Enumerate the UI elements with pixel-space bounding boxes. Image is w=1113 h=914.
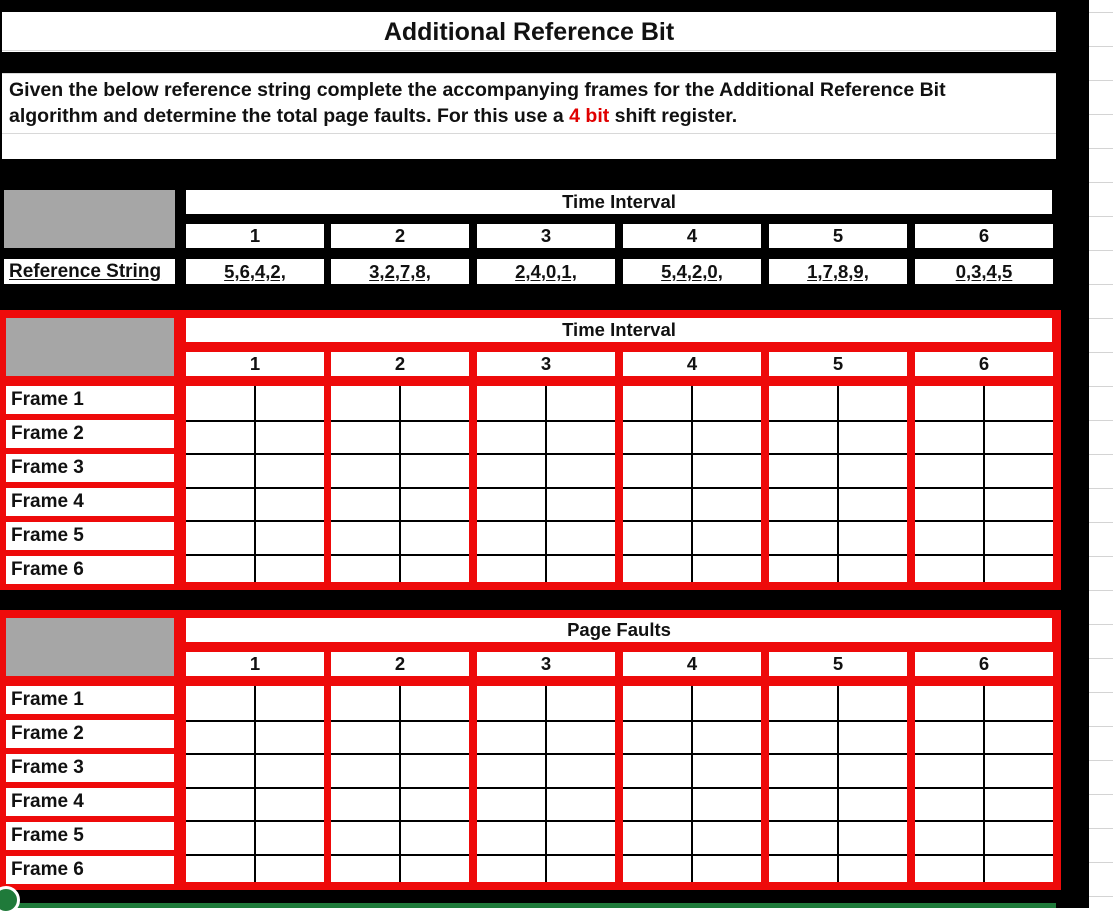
frame-input-cell[interactable]	[693, 455, 761, 485]
interval-number: 3	[477, 352, 615, 376]
frame-input-cell[interactable]	[477, 856, 545, 886]
frame-input-cell[interactable]	[331, 388, 399, 418]
frame-input-cell[interactable]	[769, 522, 837, 552]
frame-input-cell[interactable]	[693, 688, 761, 718]
frame-input-cell[interactable]	[331, 422, 399, 452]
frame-input-cell[interactable]	[693, 722, 761, 752]
frame-input-cell[interactable]	[693, 388, 761, 418]
frame-input-cell[interactable]	[186, 722, 254, 752]
frame-input-cell[interactable]	[623, 388, 691, 418]
interval-number: 6	[915, 224, 1053, 248]
frame-input-cell[interactable]	[693, 789, 761, 819]
frame-input-cell[interactable]	[331, 522, 399, 552]
status-bar	[14, 903, 1056, 908]
frame-input-cell[interactable]	[547, 722, 615, 752]
frame-input-cell[interactable]	[985, 755, 1053, 785]
frame-input-cell[interactable]	[256, 455, 324, 485]
interval-number: 6	[915, 652, 1053, 676]
frame-input-cell[interactable]	[623, 789, 691, 819]
frame-input-cell[interactable]	[547, 789, 615, 819]
interval-number: 5	[769, 352, 907, 376]
frame-row-label: Frame 5	[6, 522, 174, 550]
frame-input-cell[interactable]	[915, 556, 983, 586]
frame-input-cell[interactable]	[623, 822, 691, 852]
frame-input-cell[interactable]	[769, 789, 837, 819]
frame-input-cell[interactable]	[985, 455, 1053, 485]
frame-input-cell[interactable]	[547, 489, 615, 519]
frame-input-cell[interactable]	[693, 556, 761, 586]
frame-input-cell[interactable]	[477, 556, 545, 586]
frame-input-cell[interactable]	[256, 755, 324, 785]
frame-column-body	[915, 386, 1053, 582]
interval-number: 5	[769, 652, 907, 676]
frame-input-cell[interactable]	[623, 455, 691, 485]
frame-column-body	[331, 686, 469, 882]
frame-input-cell[interactable]	[547, 422, 615, 452]
frame-input-cell[interactable]	[839, 755, 907, 785]
reference-string-value-text: 5,4,2,0,	[661, 260, 723, 282]
frame-input-cell[interactable]	[839, 856, 907, 886]
frame-input-cell[interactable]	[769, 556, 837, 586]
instructions	[2, 73, 1056, 159]
frame-input-cell[interactable]	[186, 489, 254, 519]
frame-input-cell[interactable]	[401, 455, 469, 485]
frame-input-cell[interactable]	[401, 522, 469, 552]
frame-input-cell[interactable]	[839, 722, 907, 752]
frame-row-label: Frame 2	[6, 420, 174, 448]
frame-input-cell[interactable]	[915, 755, 983, 785]
frame-input-cell[interactable]	[547, 388, 615, 418]
time-interval-header: Time Interval	[186, 190, 1052, 214]
gridline	[1089, 216, 1113, 217]
gridline	[1089, 284, 1113, 285]
gridline	[2, 133, 1056, 134]
gridline	[1089, 250, 1113, 251]
frame-input-cell[interactable]	[256, 556, 324, 586]
frame-input-cell[interactable]	[186, 755, 254, 785]
frame-input-cell[interactable]	[186, 455, 254, 485]
frame-column-body	[331, 386, 469, 582]
frame-input-cell[interactable]	[839, 789, 907, 819]
frame-input-cell[interactable]	[769, 688, 837, 718]
frame-input-cell[interactable]	[186, 388, 254, 418]
frame-input-cell[interactable]	[985, 522, 1053, 552]
frame-input-cell[interactable]	[915, 455, 983, 485]
frame-input-cell[interactable]	[985, 688, 1053, 718]
frame-row-label: Frame 5	[6, 822, 174, 850]
frame-input-cell[interactable]	[547, 856, 615, 886]
gridline	[1089, 794, 1113, 795]
frame-input-cell[interactable]	[256, 856, 324, 886]
gridline	[1089, 148, 1113, 149]
frame-column-body	[769, 386, 907, 582]
frame-input-cell[interactable]	[547, 755, 615, 785]
frame-input-cell[interactable]	[623, 556, 691, 586]
reference-string-value-text: 1,7,8,9,	[807, 260, 869, 282]
frame-row-label: Frame 6	[6, 856, 174, 884]
frame-input-cell[interactable]	[256, 422, 324, 452]
gridline	[1089, 624, 1113, 625]
gridline	[1089, 896, 1113, 897]
frame-input-cell[interactable]	[256, 722, 324, 752]
header-gray-cell	[4, 190, 175, 248]
frame-input-cell[interactable]	[693, 755, 761, 785]
gridline	[1089, 182, 1113, 183]
frame-input-cell[interactable]	[401, 789, 469, 819]
frame-input-cell[interactable]	[915, 522, 983, 552]
frame-input-cell[interactable]	[186, 422, 254, 452]
frame-input-cell[interactable]	[401, 856, 469, 886]
frame-input-cell[interactable]	[623, 522, 691, 552]
reference-string-label-text: Reference String	[9, 260, 162, 282]
frame-input-cell[interactable]	[769, 489, 837, 519]
frame-row-label: Frame 3	[6, 454, 174, 482]
frame-input-cell[interactable]	[331, 489, 399, 519]
frame-input-cell[interactable]	[331, 755, 399, 785]
frame-input-cell[interactable]	[693, 489, 761, 519]
gridline	[1089, 828, 1113, 829]
interval-number: 4	[623, 352, 761, 376]
gridline	[1089, 352, 1113, 353]
frame-input-cell[interactable]	[477, 722, 545, 752]
frame-input-cell[interactable]	[985, 388, 1053, 418]
gridline	[1089, 46, 1113, 47]
interval-number: 1	[186, 352, 324, 376]
frame-row-label: Frame 6	[6, 556, 174, 584]
frame-input-cell[interactable]	[186, 522, 254, 552]
interval-number: 3	[477, 652, 615, 676]
frame-input-cell[interactable]	[401, 489, 469, 519]
page-title: Additional Reference Bit	[2, 12, 1056, 52]
reference-string-value[interactable]	[331, 259, 469, 284]
frame-input-cell[interactable]	[477, 455, 545, 485]
gridline	[1089, 590, 1113, 591]
frame-row-label: Frame 2	[6, 720, 174, 748]
frame-input-cell[interactable]	[401, 822, 469, 852]
frame-input-cell[interactable]	[623, 422, 691, 452]
reference-string-value[interactable]	[477, 259, 615, 284]
frame-column-body	[477, 686, 615, 882]
frame-input-cell[interactable]	[769, 755, 837, 785]
frame-column-body	[623, 686, 761, 882]
gridline	[1089, 488, 1113, 489]
frames_table-header: Time Interval	[186, 318, 1052, 342]
frame-input-cell[interactable]	[401, 755, 469, 785]
frame-row-label: Frame 3	[6, 754, 174, 782]
gridline	[1089, 658, 1113, 659]
frame-input-cell[interactable]	[693, 822, 761, 852]
gridline	[1089, 726, 1113, 727]
frame-input-cell[interactable]	[547, 688, 615, 718]
frame-column-body	[915, 686, 1053, 882]
frame-row-label: Frame 1	[6, 686, 174, 714]
frame-input-cell[interactable]	[769, 856, 837, 886]
bit-count-highlight: 4 bit	[569, 105, 610, 127]
gridline	[1089, 80, 1113, 81]
frame-input-cell[interactable]	[839, 688, 907, 718]
frame-input-cell[interactable]	[985, 489, 1053, 519]
gridline	[1089, 862, 1113, 863]
frame-row-label: Frame 4	[6, 488, 174, 516]
frame-input-cell[interactable]	[331, 789, 399, 819]
interval-number: 3	[477, 224, 615, 248]
frame-input-cell[interactable]	[331, 856, 399, 886]
frame-input-cell[interactable]	[839, 388, 907, 418]
frame-input-cell[interactable]	[915, 489, 983, 519]
frame-input-cell[interactable]	[769, 822, 837, 852]
frame-column-body	[769, 686, 907, 882]
frame-input-cell[interactable]	[693, 522, 761, 552]
frame-input-cell[interactable]	[477, 388, 545, 418]
frame-input-cell[interactable]	[256, 522, 324, 552]
frame-input-cell[interactable]	[839, 455, 907, 485]
frame-input-cell[interactable]	[769, 455, 837, 485]
frame-input-cell[interactable]	[331, 556, 399, 586]
frame-input-cell[interactable]	[186, 688, 254, 718]
frame-input-cell[interactable]	[477, 489, 545, 519]
frame-row-label: Frame 1	[6, 386, 174, 414]
frame-input-cell[interactable]	[915, 856, 983, 886]
frame-input-cell[interactable]	[623, 489, 691, 519]
frame-input-cell[interactable]	[477, 688, 545, 718]
frame-input-cell[interactable]	[623, 688, 691, 718]
frame-input-cell[interactable]	[477, 789, 545, 819]
reference-string-value[interactable]	[186, 259, 324, 284]
frame-input-cell[interactable]	[985, 422, 1053, 452]
frame-input-cell[interactable]	[547, 822, 615, 852]
reference-string-value-text: 2,4,0,1,	[515, 260, 577, 282]
frame-input-cell[interactable]	[477, 755, 545, 785]
frame-input-cell[interactable]	[769, 722, 837, 752]
frame-input-cell[interactable]	[623, 755, 691, 785]
frame-input-cell[interactable]	[915, 789, 983, 819]
frame-input-cell[interactable]	[401, 688, 469, 718]
gridline	[1089, 760, 1113, 761]
frame-input-cell[interactable]	[985, 856, 1053, 886]
gridline	[1089, 12, 1113, 13]
frame-input-cell[interactable]	[186, 556, 254, 586]
frame-input-cell[interactable]	[985, 556, 1053, 586]
frame-input-cell[interactable]	[186, 789, 254, 819]
frame-input-cell[interactable]	[985, 722, 1053, 752]
interval-number: 2	[331, 352, 469, 376]
frame-column-body	[186, 386, 324, 582]
frame-input-cell[interactable]	[839, 822, 907, 852]
interval-number: 4	[623, 652, 761, 676]
frame-input-cell[interactable]	[477, 822, 545, 852]
frame-input-cell[interactable]	[915, 822, 983, 852]
frame-input-cell[interactable]	[256, 789, 324, 819]
frame-input-cell[interactable]	[839, 489, 907, 519]
frame-input-cell[interactable]	[331, 722, 399, 752]
reference-string-value[interactable]	[623, 259, 761, 284]
frame-input-cell[interactable]	[623, 722, 691, 752]
frame-column-body	[623, 386, 761, 582]
frame-input-cell[interactable]	[186, 822, 254, 852]
frame-input-cell[interactable]	[256, 822, 324, 852]
frame-input-cell[interactable]	[839, 556, 907, 586]
gridline	[1089, 692, 1113, 693]
frame-input-cell[interactable]	[547, 522, 615, 552]
frame-input-cell[interactable]	[915, 422, 983, 452]
interval-number: 1	[186, 224, 324, 248]
gridline	[1089, 386, 1113, 387]
frame-input-cell[interactable]	[547, 455, 615, 485]
gridline	[2, 73, 1056, 74]
frame-input-cell[interactable]	[693, 422, 761, 452]
reference-string-value-text: 5,6,4,2,	[224, 260, 286, 282]
frame-input-cell[interactable]	[839, 422, 907, 452]
frame-input-cell[interactable]	[769, 388, 837, 418]
gridline	[2, 50, 1056, 51]
gridline	[1089, 454, 1113, 455]
frame-input-cell[interactable]	[331, 688, 399, 718]
frame-input-cell[interactable]	[477, 522, 545, 552]
header-gray-cell	[6, 618, 174, 676]
frame-input-cell[interactable]	[256, 489, 324, 519]
reference-string-value-text: 0,3,4,5	[955, 260, 1013, 282]
reference-string-label	[4, 259, 175, 284]
frame-input-cell[interactable]	[623, 856, 691, 886]
gridline	[1089, 556, 1113, 557]
frame-input-cell[interactable]	[839, 522, 907, 552]
interval-number: 4	[623, 224, 761, 248]
instructions-line-1: Given the below reference string complete the accompanying frames for the Additional Reference Bit	[9, 79, 946, 101]
reference-string-value-text: 3,2,7,8,	[369, 260, 431, 282]
frame-input-cell[interactable]	[915, 688, 983, 718]
gridline	[1089, 318, 1113, 319]
gridline	[1089, 522, 1113, 523]
frame-column-body	[477, 386, 615, 582]
instructions-line-2: algorithm and determine the total page faults. For this use a 4 bit shift register.	[9, 105, 738, 127]
frame-input-cell[interactable]	[331, 455, 399, 485]
interval-number: 2	[331, 652, 469, 676]
reference-string-value[interactable]	[915, 259, 1053, 284]
header-gray-cell	[6, 318, 174, 376]
frame-input-cell[interactable]	[769, 422, 837, 452]
frame-input-cell[interactable]	[186, 856, 254, 886]
interval-number: 2	[331, 224, 469, 248]
frame-input-cell[interactable]	[256, 388, 324, 418]
interval-number: 1	[186, 652, 324, 676]
frame-input-cell[interactable]	[477, 422, 545, 452]
faults_table-header: Page Faults	[186, 618, 1052, 642]
frame-input-cell[interactable]	[693, 856, 761, 886]
frame-input-cell[interactable]	[915, 722, 983, 752]
frame-input-cell[interactable]	[331, 822, 399, 852]
frame-row-label: Frame 4	[6, 788, 174, 816]
frame-input-cell[interactable]	[401, 388, 469, 418]
gridline	[1089, 114, 1113, 115]
interval-number: 6	[915, 352, 1053, 376]
gridline	[1089, 420, 1113, 421]
frame-input-cell[interactable]	[401, 422, 469, 452]
frame-column-body	[186, 686, 324, 882]
frame-input-cell[interactable]	[985, 822, 1053, 852]
frame-input-cell[interactable]	[401, 556, 469, 586]
interval-number: 5	[769, 224, 907, 248]
frame-input-cell[interactable]	[547, 556, 615, 586]
frame-input-cell[interactable]	[401, 722, 469, 752]
frame-input-cell[interactable]	[256, 688, 324, 718]
frame-input-cell[interactable]	[915, 388, 983, 418]
reference-string-value[interactable]	[769, 259, 907, 284]
frame-input-cell[interactable]	[985, 789, 1053, 819]
